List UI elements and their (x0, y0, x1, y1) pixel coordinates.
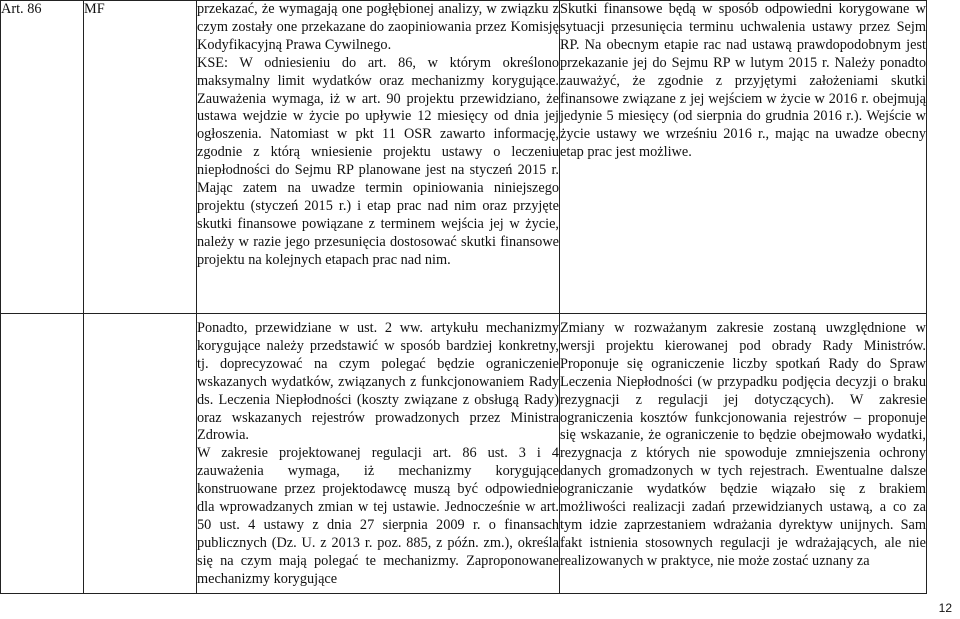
organ-cell (84, 1, 197, 314)
organ-cell (84, 314, 197, 594)
comment-text: W zakresie projektowanej regulacji art. 86 ust. 3 i 4 zauważenia wymaga, iż mechanizmy korygujące konstruowane przez projektodawcę muszą być odpowiednie dla wprowadzanych zmian w tej ustawie. Jednocześnie w art. 50 ust. 4 ustawy z dnia 27 sierpnia 2009 r. o finansach publicznych (Dz. U. z 2013 r. poz. 885, z późn. zm.), określa się na czym mają polegać te mechanizmy. Zaproponowane mechanizmy korygujące (197, 445, 559, 587)
response-text: Zmiany w rozważanym zakresie zostaną uwzględnione w wersji projektu kierowanej pod obrady Rady Ministrów. Proponuje się ograniczenie liczby spotkań Rady do Spraw Leczenia Niepłodności (w przypadku podjęcia decyzji o braku rezygnacji z regulacji jej dotyczących). W zakresie ograniczenia kosztów funkcjonowania rejestrów – proponuje się wskazanie, że ograniczenie to będzie obejmowało wydatki, rezygnacja z których nie spowoduje zmniejszenia ochrony danych gromadzonych w tych rejestrach. Ewentualne dalsze ograniczanie wydatków będzie wiązało się z brakiem możliwości realizacji zadań przewidzianych ustawą, a co za tym idzie zaprzestaniem wdrażania dyrektyw unijnych. Sam fakt istnienia stosownych regulacji je wdrażających, ale nie realizowanych w praktyce, nie może zostać uznany za (560, 320, 926, 569)
response-text: Skutki finansowe będą w sposób odpowiedni korygowane w sytuacji przesunięcia terminu uchwalenia ustawy przez Sejm RP. Na obecnym etapie rac nad ustawą prawdopodobnym jest przekazanie jej do Sejmu RP w lutym 2015 r. Należy ponadto zauważyć, że zgodnie z przyjętymi założeniami skutki finansowe związane z jej wejściem w życie w 2016 r. obejmują jedynie 5 miesięcy (od sierpnia do grudnia 2016 r.). Wejście w życie ustawy we wrześniu 2016 r., mając na uwadze obecny etap prac jest możliwe. (560, 1, 926, 161)
article-label: Art. 86 (1, 1, 42, 17)
article-cell (1, 314, 84, 594)
comment-text: KSE: W odniesieniu do art. 86, w którym określono maksymalny limit wydatków oraz mechanizmy korygujące. Zauważenia wymaga, iż w art. 90 projektu przewidziano, że ustawa wejdzie w życie po upływie 12 miesięcy od dnia jej ogłoszenia. Natomiast w pkt 11 OSR zawarto informację, zgodnie z którą wniesienie projektu ustawy o leczeniu niepłodności do Sejmu RP planowane jest na styczeń 2015 r. Mając zatem na uwadze termin opiniowania niniejszego projektu (styczeń 2015 r.) i etap prac nad nim oraz przyjęte skutki finansowe powiązane z terminem wejścia jej w życie, należy w razie jego przesunięcia dostosować skutki finansowe projektu na kolejnych etapach prac nad nim. (197, 54, 559, 268)
article-cell (1, 1, 84, 314)
page-number: 12 (938, 601, 952, 615)
table-row (1, 314, 927, 594)
comment-cell (197, 1, 560, 314)
organ-label: MF (84, 1, 105, 17)
response-cell (560, 314, 927, 594)
comment-cell (197, 314, 560, 594)
comment-continuation: przekazać, że wymagają one pogłębionej analizy, w związku z czym zostały one przekazane do zaopiniowania przez Komisję Kodyfikacyjną Prawa Cywilnego. (197, 1, 559, 53)
comment-text: Ponadto, przewidziane w ust. 2 ww. artykułu mechanizmy korygujące należy przedstawić w sposób bardziej konkretny, tj. doprecyzować na czym polegać będzie ograniczenie wskazanych wydatków, związanych z funkcjonowaniem Rady ds. Leczenia Niepłodności (koszty związane z obsługą Rady) oraz wskazanych rejestrów prowadzonych przez Ministra Zdrowia. (197, 320, 559, 444)
table-row (1, 1, 927, 314)
response-cell (560, 1, 927, 314)
